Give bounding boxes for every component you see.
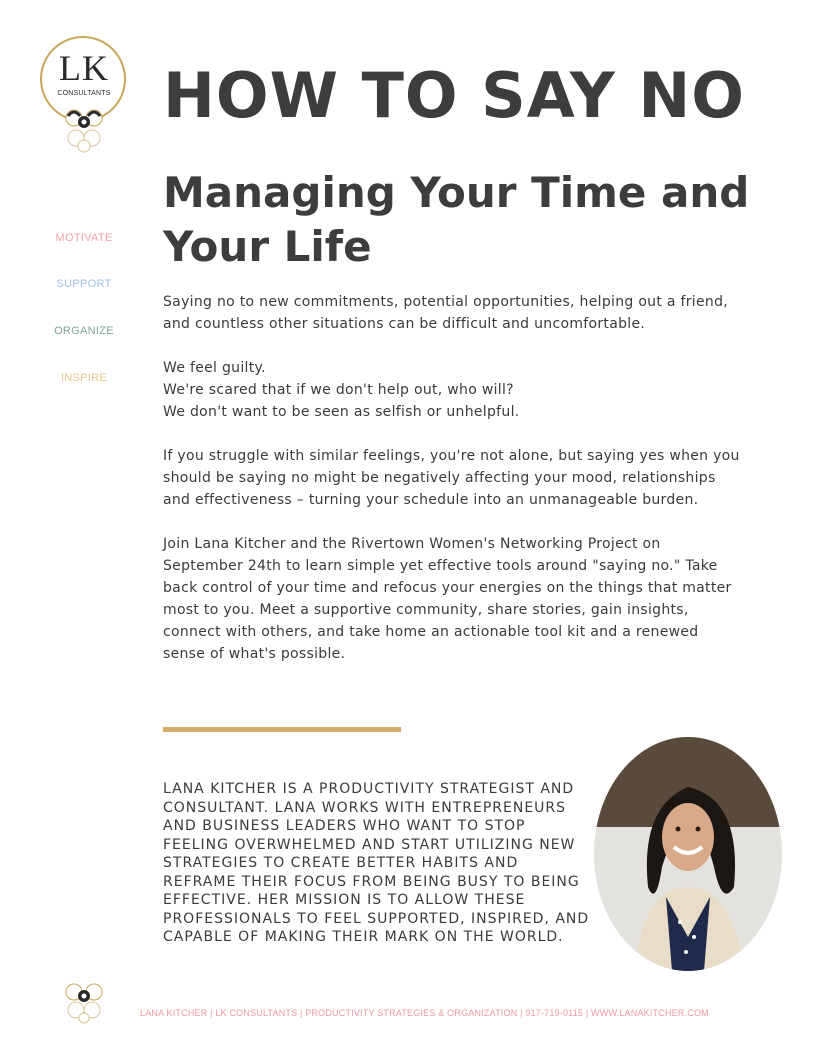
speaker-bio: LANA KITCHER IS A PRODUCTIVITY STRATEGIST AND CONSULTANT. LANA WORKS WITH ENTREPRENEURS AND BUSINESS LEADERS WHO WANT TO STOP FEELING OVERWHELMED AND START UTILIZING NEW STRATEGIES TO CREATE BETTER HABITS AND REFRAME THEIR FOCUS FROM BEING BUSY TO BEING EFFECTIVE. HER MISSION IS TO ALLOW THESE PROFESSIONALS TO FEEL SUPPORTED, INSPIRED, AND CAPABLE OF MAKING THEIR MARK ON THE WORLD. — [163, 781, 590, 945]
page-subtitle: Managing Your Time and Your Life — [163, 168, 750, 271]
flower-icon — [64, 106, 104, 154]
feeling-line: We don't want to be seen as selfish or unhelpful. — [163, 404, 520, 420]
paragraph-feelings — [163, 357, 743, 423]
body-text — [163, 291, 743, 687]
sidebar-label: MOTIVATE — [55, 232, 113, 244]
footer-contact: LANA KITCHER | LK CONSULTANTS | PRODUCTIVITY STRATEGIES & ORGANIZATION | 917-719-0115 | WWW.LANAKITCHER.COM — [140, 1008, 709, 1018]
paragraph-event: Join Lana Kitcher and the Rivertown Women's Networking Project on September 24th to learn simple yet effective tools around "saying no." Take back control of your time and refocus your energies on the things that matter most to you. Meet a supportive community, share stories, gain insights, connect with others, and take home an actionable tool kit and a renewed sense of what's possible. — [163, 536, 732, 662]
logo-name: CONSULTANTS — [57, 90, 111, 97]
sidebar-inspire — [40, 372, 128, 384]
sidebar-support — [40, 278, 128, 290]
sidebar-label: ORGANIZE — [54, 325, 114, 337]
sidebar-label: INSPIRE — [60, 372, 108, 384]
lk-consultants-logo — [38, 36, 130, 156]
feeling-line: We're scared that if we don't help out, who will? — [163, 382, 514, 398]
portrait-illustration — [594, 737, 782, 971]
speaker-photo — [594, 737, 782, 971]
paragraph-intro: Saying no to new commitments, potential opportunities, helping out a friend, and countless other situations can be difficult and uncomfortable. — [163, 294, 729, 332]
footer-flower-icon — [62, 980, 106, 1024]
page-title: HOW TO SAY NO — [163, 59, 745, 132]
sidebar-label: SUPPORT — [56, 278, 112, 290]
accent-divider — [163, 727, 401, 732]
logo-initials: LK — [59, 48, 109, 88]
sidebar-organize — [40, 325, 128, 337]
feeling-line: We feel guilty. — [163, 360, 266, 376]
paragraph-struggle: If you struggle with similar feelings, you're not alone, but saying yes when you should be saying no might be negatively affecting your mood, relationships and effectiveness – turning your schedule into an unmanageable burden. — [163, 448, 740, 508]
sidebar-motivate — [40, 232, 128, 244]
